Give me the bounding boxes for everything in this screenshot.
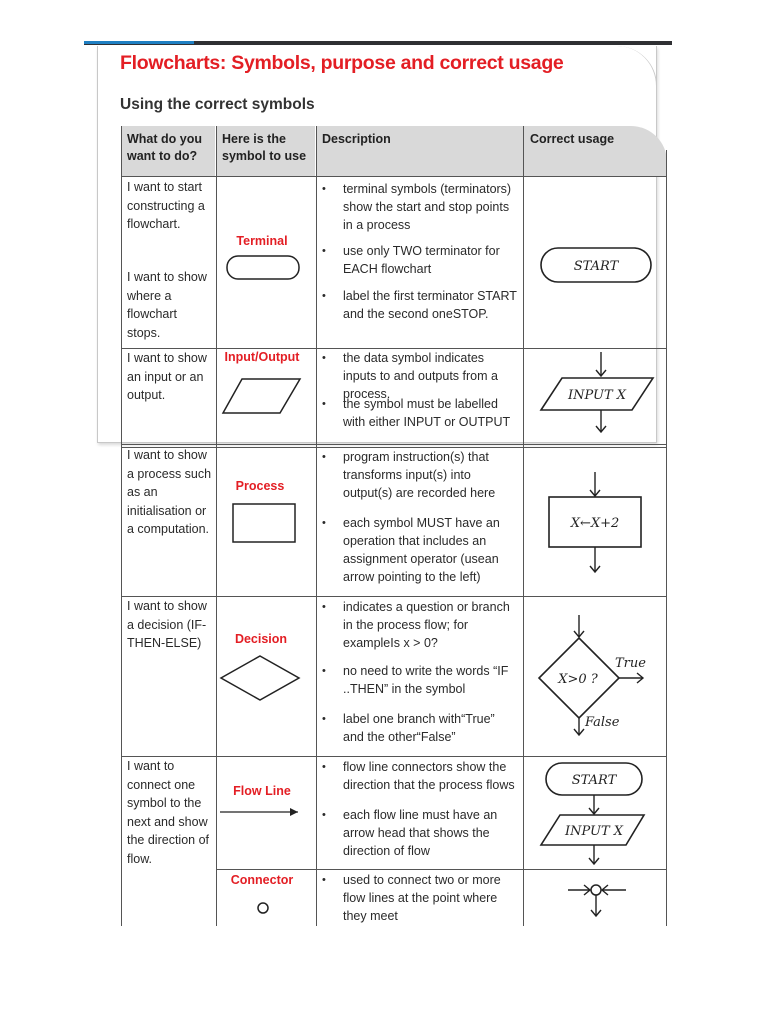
grid-line <box>216 869 667 870</box>
header-correct-usage: Correct usage <box>524 126 667 176</box>
process-symbol-label: Process <box>235 479 285 493</box>
grid-line <box>121 126 122 926</box>
process-symbol-icon <box>232 503 298 545</box>
row-decision-bullet: • no need to write the words “IF ..THEN” in the symbol <box>343 662 519 698</box>
row-io-want: I want to show an input or an output. <box>127 351 207 402</box>
usage-connector-diagram <box>568 876 630 922</box>
flowline-symbol-icon <box>220 805 302 819</box>
usage-flowline-start-text: START <box>571 773 617 788</box>
row-flowline-want: I want to connect one symbol to the next and show the direction of flow. <box>127 759 209 866</box>
connector-symbol-icon <box>256 901 270 915</box>
terminal-symbol-icon <box>226 255 302 281</box>
usage-decision-false: False <box>585 715 620 730</box>
usage-process-text: X←X+2 <box>570 516 620 531</box>
usage-flowline-diagram <box>540 762 650 868</box>
row-io-bullet: • the symbol must be labelled with either INPUT or OUTPUT <box>343 395 519 431</box>
usage-input-diagram <box>540 352 655 436</box>
grid-line <box>121 444 667 445</box>
usage-input-text: INPUT X <box>567 388 627 403</box>
row-terminal-want: I want to start constructing a flowchart. <box>127 180 205 231</box>
row-process-want: I want to show a process such as an initialisation or a computation. <box>127 448 212 536</box>
row-terminal-want-stop: I want to show where a flowchart stops. <box>127 270 207 340</box>
header-want: What do you want to do? <box>121 126 215 176</box>
grid-line <box>523 126 524 926</box>
section-subtitle: Using the correct symbols <box>120 96 315 113</box>
io-symbol-icon <box>222 378 302 416</box>
row-terminal-bullet: • terminal symbols (terminators) show the start and stop points in a process <box>343 180 519 234</box>
grid-line <box>316 126 317 926</box>
grid-line <box>121 176 667 177</box>
usage-start-text: START <box>573 259 619 274</box>
grid-line <box>666 150 667 926</box>
row-decision-bullet: • indicates a question or branch in the process flow; for exampleIs x > 0? <box>343 598 519 652</box>
row-terminal-bullet: • label the first terminator START and the second oneSTOP. <box>343 287 519 323</box>
decision-symbol-icon <box>220 655 302 703</box>
header-symbol: Here is the symbol to use <box>216 126 315 176</box>
row-flowline-bullet: • flow line connectors show the direction that the process flows <box>343 758 519 794</box>
flowline-symbol-label: Flow Line <box>233 784 291 798</box>
row-io-bullet: • the data symbol indicates inputs to and outputs from a process. <box>343 349 519 403</box>
row-connector-bullet: • used to connect two or more flow lines at the point where they meet <box>343 871 519 925</box>
usage-decision-text: X>0 ? <box>558 672 598 687</box>
row-decision-bullet: • label one branch with“True” and the other“False” <box>343 710 519 746</box>
usage-decision-diagram <box>533 615 663 740</box>
header-description: Description <box>316 126 523 176</box>
decision-symbol-label: Decision <box>234 632 288 646</box>
terminal-symbol-label: Terminal <box>236 234 288 248</box>
page-title: Flowcharts: Symbols, purpose and correct usage <box>120 52 564 74</box>
row-flowline-bullet: • each flow line must have an arrow head that shows the direction of flow <box>343 806 519 860</box>
usage-process-diagram <box>548 472 644 576</box>
connector-symbol-label: Connector <box>230 873 294 887</box>
usage-flowline-input-text: INPUT X <box>564 824 624 839</box>
row-process-bullet: • each symbol MUST have an operation that includes an assignment operator (usean arrow pointing to the left) <box>343 514 519 586</box>
row-decision-want: I want to show a decision (IF-THEN-ELSE) <box>127 599 207 650</box>
io-symbol-label: Input/Output <box>224 350 300 364</box>
usage-start-terminal <box>540 247 654 285</box>
usage-decision-true: True <box>615 656 646 671</box>
row-process-bullet: • program instruction(s) that transforms input(s) into output(s) are recorded here <box>343 448 519 502</box>
top-bar-accent <box>84 41 194 44</box>
row-terminal-bullet: • use only TWO terminator for EACH flowchart <box>343 242 519 278</box>
